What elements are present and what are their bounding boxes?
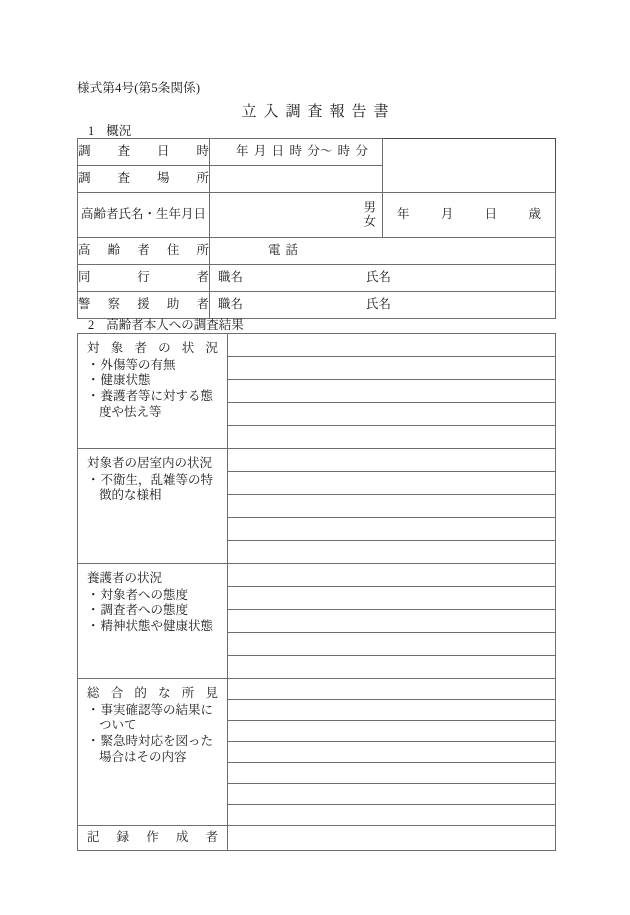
block-bullet-list — [87, 473, 218, 504]
answer-line[interactable] — [228, 784, 556, 805]
label-char: 日 — [156, 144, 170, 159]
block-bullet-text: 対象者への態度 — [100, 587, 189, 602]
survey-result-body — [78, 334, 556, 851]
block-title — [87, 341, 218, 357]
label-char: 調 — [78, 144, 91, 159]
block-bullet — [87, 619, 218, 635]
table-row — [78, 564, 556, 587]
label-char: 総 — [87, 686, 100, 700]
block-bullet-list — [87, 703, 218, 766]
label-char: な — [158, 686, 171, 700]
answer-line[interactable] — [228, 426, 556, 449]
block-label-2 — [78, 449, 228, 564]
field-caption: 日 — [271, 144, 285, 159]
answer-line[interactable] — [228, 700, 556, 721]
label-char: 査 — [117, 171, 130, 186]
label-char: 対 — [87, 341, 100, 355]
answer-line[interactable] — [228, 380, 556, 403]
block-bullet-text: 不衛生，乱雑等の特 — [100, 472, 214, 487]
block-bullet-text: 緊急時対応を図った — [100, 733, 214, 748]
block-bullet-text: 事実確認等の結果に — [100, 702, 214, 717]
block-label-3 — [78, 564, 228, 679]
value-elder-name[interactable] — [210, 193, 383, 238]
label-char: 所 — [181, 686, 195, 700]
label-char: 状 — [181, 341, 195, 355]
bullet-dot-icon: ・ — [87, 388, 100, 403]
answer-line[interactable] — [228, 656, 556, 679]
elder-dob-fields — [383, 207, 555, 223]
sex-female-label[interactable]: 女 — [363, 215, 376, 229]
label-char: 記 — [87, 830, 100, 845]
label-char: 察 — [107, 297, 121, 312]
block-bullet-text: 養護者等に対する態 — [100, 388, 214, 403]
label-char: 成 — [175, 830, 189, 845]
answer-line[interactable] — [228, 633, 556, 656]
section-1-number: 1 — [88, 124, 95, 138]
section-1-heading — [88, 121, 131, 139]
label-recorder — [78, 826, 228, 851]
accompanying-name-label: 氏名 — [366, 270, 392, 285]
police-assist-fields — [210, 297, 555, 313]
bullet-dot-icon: ・ — [87, 373, 100, 388]
field-caption: 日 — [484, 207, 498, 222]
field-caption: 月 — [440, 207, 454, 222]
elder-name-input-area[interactable] — [210, 193, 382, 237]
label-char: 助 — [166, 297, 180, 312]
accompanying-fields — [210, 270, 555, 286]
block-bullet-continuation: 徴的な様相 — [99, 488, 162, 503]
section-2-heading — [88, 315, 244, 333]
block-bullet — [87, 603, 218, 619]
answer-line[interactable] — [228, 610, 556, 633]
police-assist-post-label: 職名 — [218, 297, 244, 312]
answer-line[interactable] — [228, 763, 556, 784]
survey-result-table — [77, 333, 556, 851]
label-char: 所 — [196, 243, 209, 258]
label-recorder-text — [87, 830, 218, 846]
answer-line[interactable] — [228, 721, 556, 742]
overview-table — [77, 138, 556, 319]
label-char: 高 — [78, 243, 91, 258]
label-char: 警 — [78, 297, 91, 312]
field-caption: 時 — [289, 144, 302, 159]
answer-line[interactable] — [228, 403, 556, 426]
block-bullet-list — [87, 358, 218, 421]
label-char: の — [158, 341, 171, 355]
value-survey-place[interactable] — [210, 166, 383, 193]
answer-line[interactable] — [228, 472, 556, 495]
block-bullet — [87, 703, 218, 719]
table-row — [78, 449, 556, 472]
block-bullet — [87, 588, 218, 604]
block-bullet-text: 健康状態 — [100, 373, 151, 388]
label-char: 住 — [166, 243, 180, 258]
bullet-dot-icon: ・ — [87, 618, 100, 633]
table-row-survey-datetime — [78, 139, 556, 166]
block-label-4 — [78, 679, 228, 826]
elder-telephone-area[interactable] — [210, 243, 303, 257]
block-bullet-continuation: 場合はその内容 — [99, 749, 187, 764]
answer-line[interactable] — [228, 541, 556, 564]
value-recorder[interactable] — [228, 826, 556, 851]
block-bullet-text: 精神状態や健康状態 — [100, 618, 214, 633]
block-title: 養護者の状況 — [87, 571, 163, 585]
sex-male-label[interactable]: 男 — [363, 200, 376, 215]
value-accompanying[interactable] — [210, 265, 556, 292]
label-char: 時 — [196, 144, 209, 159]
answer-line[interactable] — [228, 449, 556, 472]
label-char: 作 — [146, 830, 159, 845]
label-char: 齢 — [107, 243, 121, 258]
field-caption: 時 — [337, 144, 351, 159]
label-char: 的 — [134, 686, 147, 700]
field-caption: 歳 — [528, 207, 541, 222]
table-row — [78, 334, 556, 357]
answer-line[interactable] — [228, 679, 556, 700]
label-survey-place-text — [78, 171, 209, 187]
bullet-dot-icon: ・ — [87, 702, 100, 717]
table-row-elder-address — [78, 238, 556, 265]
answer-line[interactable] — [228, 357, 556, 380]
label-elder-name-dob: 高齢者氏名・生年月日 — [78, 193, 210, 238]
label-accompanying — [78, 265, 210, 292]
field-caption: 月 — [253, 144, 267, 159]
label-elder-address — [78, 238, 210, 265]
block-bullet-text: 外傷等の有無 — [100, 357, 176, 372]
label-char: 調 — [78, 171, 91, 186]
label-char: 者 — [137, 243, 150, 258]
value-survey-datetime[interactable] — [210, 139, 383, 166]
block-bullet-list — [87, 588, 218, 635]
label-char: 所 — [196, 171, 209, 186]
table-row — [78, 679, 556, 700]
block-label-1 — [78, 334, 228, 449]
section-2-number: 2 — [88, 318, 95, 332]
bullet-dot-icon: ・ — [87, 603, 100, 618]
section-1-title: 概況 — [106, 124, 132, 138]
police-assist-name-label: 氏名 — [366, 297, 392, 312]
block-bullet — [87, 734, 218, 750]
bullet-dot-icon: ・ — [87, 733, 100, 748]
label-char: 見 — [205, 686, 218, 700]
block-bullet — [87, 473, 218, 489]
label-survey-datetime — [78, 139, 210, 166]
section-2-title: 高齢者本人への調査結果 — [106, 318, 244, 332]
table-row-survey-place — [78, 166, 556, 193]
form-code-label: 様式第4号(第5条関係) — [77, 81, 201, 95]
label-char: 場 — [156, 171, 170, 186]
block-bullet — [87, 389, 218, 405]
label-char: 況 — [205, 341, 218, 355]
block-bullet — [87, 373, 218, 389]
block-title — [87, 686, 218, 702]
label-char: 象 — [110, 341, 124, 355]
answer-line[interactable] — [228, 334, 556, 357]
field-caption: 年 — [397, 207, 410, 222]
bullet-dot-icon: ・ — [87, 472, 100, 487]
label-char: 査 — [117, 144, 130, 159]
label-char: 行 — [137, 270, 150, 285]
label-survey-place — [78, 166, 210, 193]
value-elder-address[interactable] — [210, 238, 556, 265]
label-police-assist-text — [78, 297, 209, 313]
block-bullet-continuation: 度や怯え等 — [99, 404, 162, 419]
label-char: 者 — [205, 830, 218, 845]
label-char: 者 — [196, 270, 209, 285]
block-bullet-text: 調査者への態度 — [100, 603, 189, 618]
answer-line[interactable] — [228, 495, 556, 518]
survey-datetime-fields — [210, 144, 382, 160]
label-char: 合 — [110, 686, 124, 700]
block-title: 対象者の居室内の状況 — [87, 456, 213, 470]
label-char: 者 — [196, 297, 209, 312]
answer-line[interactable] — [228, 587, 556, 610]
sex-selector[interactable] — [363, 201, 376, 230]
bullet-dot-icon: ・ — [87, 357, 100, 372]
answer-line[interactable] — [228, 518, 556, 541]
table-row-accompanying — [78, 265, 556, 292]
label-elder-address-text — [78, 243, 209, 259]
field-caption: 分～ — [307, 144, 333, 159]
bullet-dot-icon: ・ — [87, 587, 100, 602]
label-char: 同 — [78, 270, 91, 285]
accompanying-post-label: 職名 — [218, 270, 244, 285]
table-row-recorder — [78, 826, 556, 851]
label-char: 録 — [116, 830, 130, 845]
label-char: 援 — [137, 297, 150, 312]
page-title: 立入調査報告書 — [241, 104, 396, 120]
value-elder-dob[interactable] — [383, 193, 556, 238]
block-bullet — [87, 358, 218, 374]
block-bullet-continuation: ついて — [99, 718, 137, 733]
field-caption: 年 — [236, 144, 249, 159]
table-row-elder-name-dob — [78, 193, 556, 238]
answer-line[interactable] — [228, 805, 556, 826]
label-char: 者 — [134, 341, 147, 355]
label-accompanying-text — [78, 270, 209, 286]
telephone-label: 電話 — [268, 243, 304, 258]
answer-line[interactable] — [228, 564, 556, 587]
field-caption: 分 — [355, 144, 368, 159]
value-police-assist[interactable] — [210, 292, 556, 319]
answer-line[interactable] — [228, 742, 556, 763]
label-survey-datetime-text — [78, 144, 209, 160]
